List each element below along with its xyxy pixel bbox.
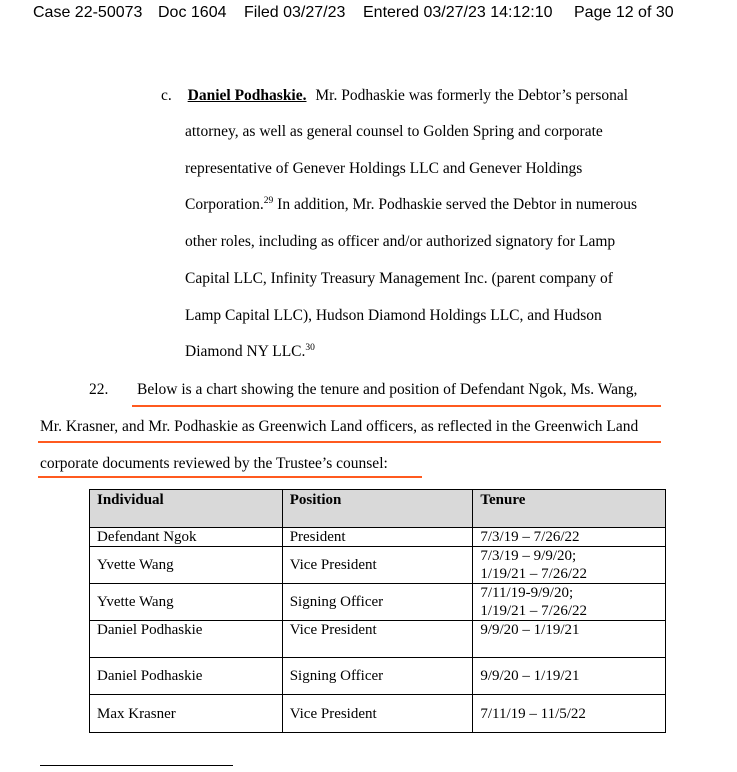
item-c-line-1: [161, 87, 628, 105]
case-number: Case 22-50073: [33, 4, 143, 21]
highlight-underline-3: [38, 476, 422, 478]
item-c-line-5: other roles, including as officer and/or authorized signatory for Lamp: [185, 233, 616, 250]
footnote-ref-29[interactable]: 29: [263, 195, 274, 206]
cell-tenure: [473, 584, 666, 621]
footnote-separator: [40, 765, 233, 766]
column-header-position: Position: [282, 490, 473, 528]
highlight-underline-1: [132, 405, 661, 407]
tenure-line: 7/11/19-9/9/20;: [480, 585, 574, 601]
paragraph-22-number: 22.: [89, 381, 109, 398]
tenure-line: 7/11/19 – 11/5/22: [480, 705, 586, 722]
table-header-row: [90, 490, 666, 528]
item-c-line-6: Capital LLC, Infinity Treasury Management Inc. (parent company of: [185, 270, 613, 287]
item-c-line-4-a: Corporation.: [185, 196, 264, 213]
cell-individual: Defendant Ngok: [90, 528, 283, 547]
highlight-underline-2: [38, 441, 661, 443]
cell-individual: Yvette Wang: [90, 584, 283, 621]
cell-tenure: [473, 658, 666, 695]
table-row: [90, 547, 666, 584]
item-c-marker: c.: [161, 87, 172, 104]
page-number: Page 12 of 30: [574, 4, 674, 21]
tenure-table: [89, 489, 666, 733]
cell-individual: Max Krasner: [90, 695, 283, 733]
tenure-line: 1/19/21 – 7/26/22: [480, 566, 588, 582]
item-c-line-7: Lamp Capital LLC), Hudson Diamond Holdings LLC, and Hudson: [185, 307, 602, 324]
tenure-line: 7/3/19 – 9/9/20;: [480, 548, 577, 564]
table-row: [90, 621, 666, 658]
cell-individual: Daniel Podhaskie: [90, 621, 283, 658]
cell-position: Vice President: [282, 621, 473, 658]
footnote-ref-30[interactable]: 30: [305, 342, 315, 353]
tenure-line: 9/9/20 – 1/19/21: [480, 668, 580, 684]
cell-tenure: [473, 547, 666, 584]
tenure-line: 1/19/21 – 7/26/22: [480, 603, 588, 619]
cell-position: Vice President: [282, 547, 473, 584]
paragraph-22-line-3: corporate documents reviewed by the Trustee’s counsel:: [40, 455, 388, 472]
cell-position: Signing Officer: [282, 658, 473, 695]
item-c-line-8-text: Diamond NY LLC.: [185, 343, 306, 360]
cell-position: Vice President: [282, 695, 473, 733]
tenure-line: 9/9/20 – 1/19/21: [480, 622, 580, 638]
cell-tenure: [473, 621, 666, 658]
cell-tenure: [473, 695, 666, 733]
item-c-line-1-text: Mr. Podhaskie was formerly the Debtor’s personal: [315, 87, 629, 104]
cell-individual: Yvette Wang: [90, 547, 283, 584]
tenure-line: 7/3/19 – 7/26/22: [480, 529, 580, 545]
column-header-tenure: Tenure: [473, 490, 666, 528]
doc-number: Doc 1604: [158, 4, 227, 21]
table-row: [90, 528, 666, 547]
filed-date: Filed 03/27/23: [244, 4, 346, 21]
item-c-name: Daniel Podhaskie.: [187, 87, 307, 104]
paragraph-22-line-2: Mr. Krasner, and Mr. Podhaskie as Greenwich Land officers, as reflected in the Greenwich Land: [40, 418, 639, 435]
table-row: [90, 584, 666, 621]
item-c-line-8: [185, 343, 315, 361]
item-c-line-4: [185, 196, 637, 214]
column-header-individual: Individual: [90, 490, 283, 528]
cell-individual: Daniel Podhaskie: [90, 658, 283, 695]
item-c-line-4-b: In addition, Mr. Podhaskie served the Debtor in numerous: [273, 196, 638, 213]
cell-position: Signing Officer: [282, 584, 473, 621]
cell-position: President: [282, 528, 473, 547]
entered-date: Entered 03/27/23 14:12:10: [363, 4, 553, 21]
cell-tenure: [473, 528, 666, 547]
table-row: [90, 695, 666, 733]
item-c-line-2: attorney, as well as general counsel to Golden Spring and corporate: [185, 123, 603, 140]
item-c-line-3: representative of Genever Holdings LLC and Genever Holdings: [185, 160, 583, 177]
paragraph-22-line-1: Below is a chart showing the tenure and position of Defendant Ngok, Ms. Wang,: [137, 381, 638, 398]
table-row: [90, 658, 666, 695]
